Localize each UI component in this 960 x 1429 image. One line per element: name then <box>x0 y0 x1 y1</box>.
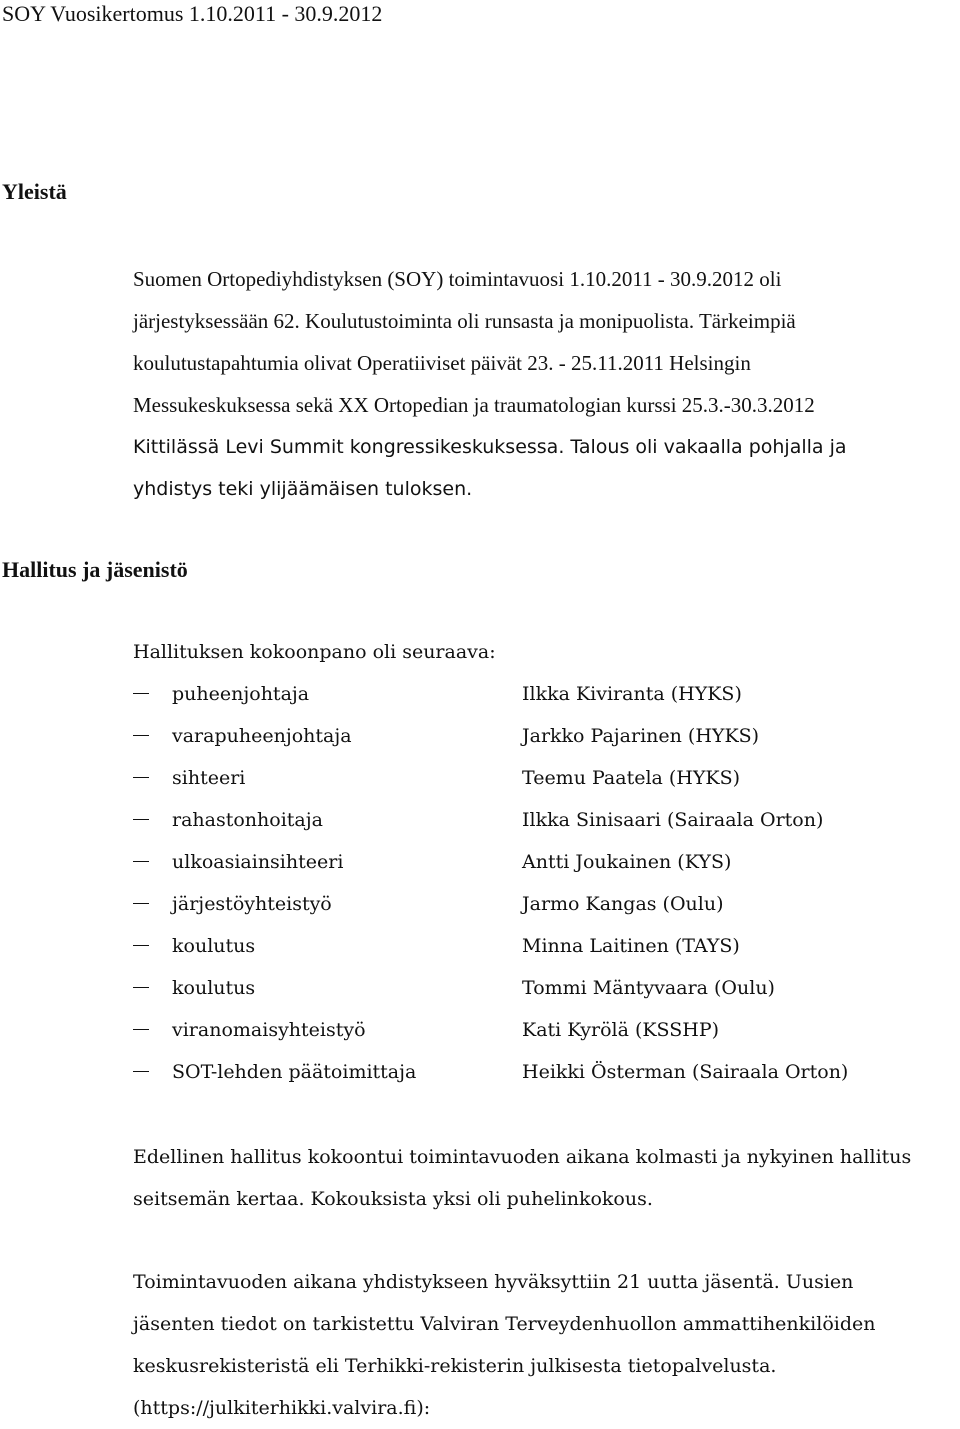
membership-paragraph <box>133 1261 960 1429</box>
dash-bullet <box>133 693 149 694</box>
board-member-name: Heikki Österman (Sairaala Orton) <box>522 1061 849 1083</box>
board-role: sihteeri <box>172 767 246 789</box>
board-role: varapuheenjohtaja <box>172 725 352 747</box>
board-member-name: Tommi Mäntyvaara (Oulu) <box>522 977 775 999</box>
board-member-row <box>0 1056 960 1098</box>
board-role: viranomaisyhteistyö <box>172 1019 366 1041</box>
dash-bullet <box>133 777 149 778</box>
board-member-name: Kati Kyrölä (KSSHP) <box>522 1019 720 1041</box>
section-heading-general: Yleistä <box>2 179 67 204</box>
section-heading-board: Hallitus ja jäsenistö <box>2 557 188 582</box>
dash-bullet <box>133 819 149 820</box>
board-role: ulkoasiainsihteeri <box>172 851 344 873</box>
board-member-name: Ilkka Sinisaari (Sairaala Orton) <box>522 809 824 831</box>
board-member-row <box>0 888 960 930</box>
paragraph-line: Kittilässä Levi Summit kongressikeskuksessa. Talous oli vakaalla pohjalla ja <box>133 436 847 458</box>
paragraph-line: Messukeskuksessa sekä XX Ortopedian ja traumatologian kurssi 25.3.-30.3.2012 <box>133 393 815 417</box>
board-role: koulutus <box>172 935 256 957</box>
paragraph-line: jäsenten tiedot on tarkistettu Valviran Terveydenhuollon ammattihenkilöiden <box>133 1313 876 1335</box>
paragraph-line: Suomen Ortopediyhdistyksen (SOY) toimintavuosi 1.10.2011 - 30.9.2012 oli <box>133 267 782 291</box>
paragraph-line: seitsemän kertaa. Kokouksista yksi oli puhelinkokous. <box>133 1188 653 1210</box>
paragraph-line: Toimintavuoden aikana yhdistykseen hyväksyttiin 21 uutta jäsentä. Uusien <box>133 1271 854 1293</box>
board-member-row <box>0 972 960 1014</box>
dash-bullet <box>133 1029 149 1030</box>
dash-bullet <box>133 903 149 904</box>
document-header: SOY Vuosikertomus 1.10.2011 - 30.9.2012 <box>2 1 383 26</box>
board-member-name: Antti Joukainen (KYS) <box>522 851 732 873</box>
board-role: puheenjohtaja <box>172 683 310 705</box>
paragraph-line: Edellinen hallitus kokoontui toimintavuoden aikana kolmasti ja nykyinen hallitus <box>133 1146 912 1168</box>
board-role: rahastonhoitaja <box>172 809 323 831</box>
paragraph-line: koulutustapahtumia olivat Operatiiviset päivät 23. - 25.11.2011 Helsingin <box>133 351 751 375</box>
board-member-row <box>0 762 960 804</box>
board-role: järjestöyhteistyö <box>172 893 332 915</box>
board-member-name: Jarmo Kangas (Oulu) <box>522 893 724 915</box>
meetings-paragraph <box>133 1136 960 1220</box>
board-role: koulutus <box>172 977 256 999</box>
board-intro: Hallituksen kokoonpano oli seuraava: <box>133 641 496 663</box>
paragraph-line: keskusrekisteristä eli Terhikki-rekisterin julkisesta tietopalvelusta. <box>133 1355 777 1377</box>
board-member-name: Teemu Paatela (HYKS) <box>522 767 741 789</box>
board-member-name: Minna Laitinen (TAYS) <box>522 935 740 957</box>
board-role: SOT-lehden päätoimittaja <box>172 1061 417 1083</box>
board-member-list <box>0 678 960 1098</box>
paragraph-line: yhdistys teki ylijäämäisen tuloksen. <box>133 478 473 500</box>
general-paragraph <box>133 258 960 510</box>
paragraph-line: järjestyksessään 62. Koulutustoiminta oli runsasta ja monipuolista. Tärkeimpiä <box>133 309 796 333</box>
dash-bullet <box>133 735 149 736</box>
dash-bullet <box>133 987 149 988</box>
dash-bullet <box>133 945 149 946</box>
board-member-name: Jarkko Pajarinen (HYKS) <box>522 725 760 747</box>
board-member-row <box>0 804 960 846</box>
board-member-row <box>0 1014 960 1056</box>
board-member-name: Ilkka Kiviranta (HYKS) <box>522 683 742 705</box>
board-member-row <box>0 930 960 972</box>
registry-link: (https://julkiterhikki.valvira.fi): <box>133 1397 431 1419</box>
dash-bullet <box>133 861 149 862</box>
board-member-row <box>0 846 960 888</box>
board-member-row <box>0 720 960 762</box>
dash-bullet <box>133 1071 149 1072</box>
board-member-row <box>0 678 960 720</box>
